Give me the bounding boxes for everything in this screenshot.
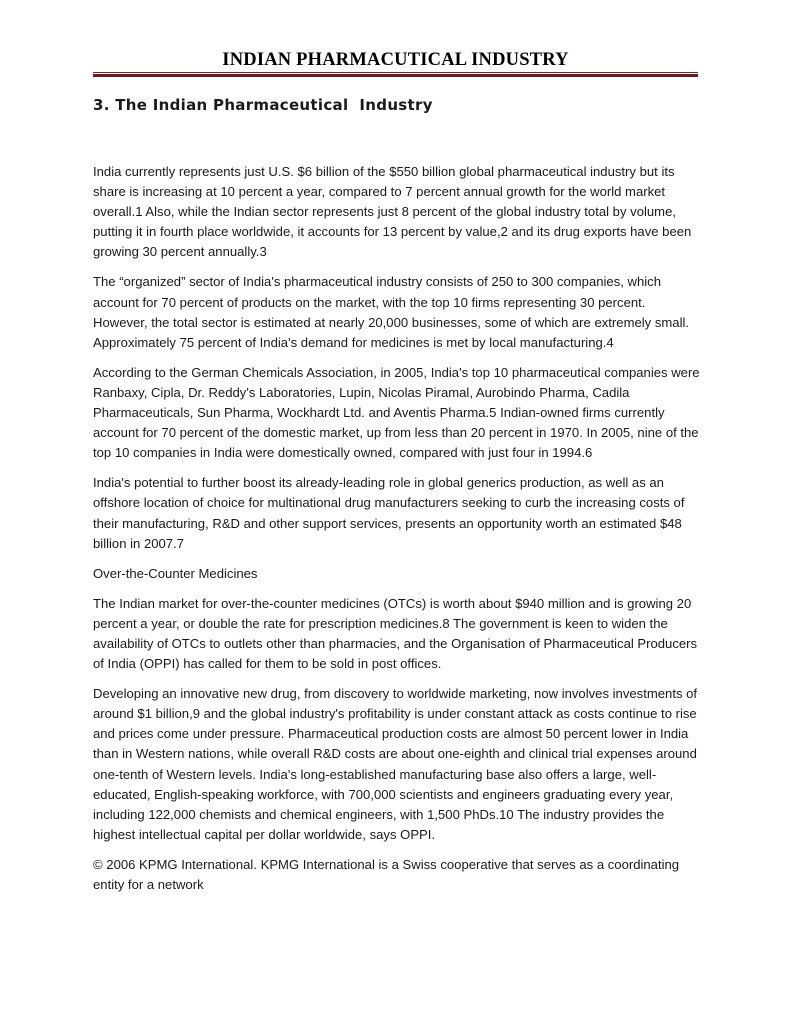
paragraph-copyright: © 2006 KPMG International. KPMG International is a Swiss cooperative that serves as a coordinating entity for a network bbox=[93, 856, 680, 892]
subheading-otc-medicines: Over-the-Counter Medicines bbox=[93, 565, 258, 581]
paragraph-otc-market: The Indian market for over-the-counter medicines (OTCs) is worth about $940 million and is growing 20 percent a year, or double the rate for prescription medicines.8 The government is keen to widen the availability of OTCs to outlets other than pharmacies, and the Organisation of Pharmaceutical Producers of India (OPPI) has called for them to be sold in post offices. bbox=[93, 595, 698, 672]
body-text bbox=[93, 162, 701, 905]
paragraph-organized-sector: The “organized” sector of India's pharmaceutical industry consists of 250 to 300 companies, which account for 70 percent of products on the market, with the top 10 firms representing 30 percent. However, the total sector is estimated at nearly 20,000 businesses, some of which are extremely small. Approximately 75 percent of India's demand for medicines is met by local manufacturing.4 bbox=[93, 274, 690, 350]
running-header: INDIAN PHARMACUTICAL INDUSTRY bbox=[222, 50, 569, 70]
paragraph-generics-potential: India's potential to further boost its already-leading role in global generics production, as well as an offshore location of choice for multinational drug manufacturers seeking to curb the increasing costs of their manufacturing, R&D and other support services, presents an opportunity worth an estimated $48 billion in 2007.7 bbox=[93, 475, 685, 551]
paragraph-top-companies: According to the German Chemicals Association, in 2005, India's top 10 pharmaceutical companies were Ranbaxy, Cipla, Dr. Reddy's Laboratories, Lupin, Nicolas Piramal, Aurobindo Pharma, Cadila Pharmaceuticals, Sun Pharma, Wockhardt Ltd. and Aventis Pharma.5 Indian-owned firms currently account for 70 percent of the domestic market, up from less than 20 percent in 1970. In 2005, nine of the top 10 companies in India were domestically owned, compared with just four in 1994.6 bbox=[93, 364, 700, 461]
header-rule-thin bbox=[93, 72, 698, 73]
section-title: 3. The Indian Pharmaceutical Industry bbox=[93, 96, 433, 114]
header-rule-thick bbox=[93, 74, 698, 77]
paragraph-market-share: India currently represents just U.S. $6 billion of the $550 billion global pharmaceutical industry but its share is increasing at 10 percent a year, compared to 7 percent annual growth for the world market overall.1 Also, while the Indian sector represents just 8 percent of the global industry total by volume, putting it in fourth place worldwide, it accounts for 13 percent by value,2 and its drug exports have been growing 30 percent annually.3 bbox=[93, 164, 692, 260]
paragraph-drug-development-costs: Developing an innovative new drug, from discovery to worldwide marketing, now involves investments of around $1 billion,9 and the global industry's profitability is under constant attack as costs continue to rise and prices come under pressure. Pharmaceutical production costs are almost 50 percent lower in India than in Western nations, while overall R&D costs are about one-eighth and clinical trial expenses around one-tenth of Western levels. India's long-established manufacturing base also offers a large, well-educated, English-speaking workforce, with 700,000 scientists and engineers graduating every year, including 122,000 chemists and chemical engineers, with 1,500 PhDs.10 The industry provides the highest intellectual capital per dollar worldwide, says OPPI. bbox=[93, 686, 698, 842]
